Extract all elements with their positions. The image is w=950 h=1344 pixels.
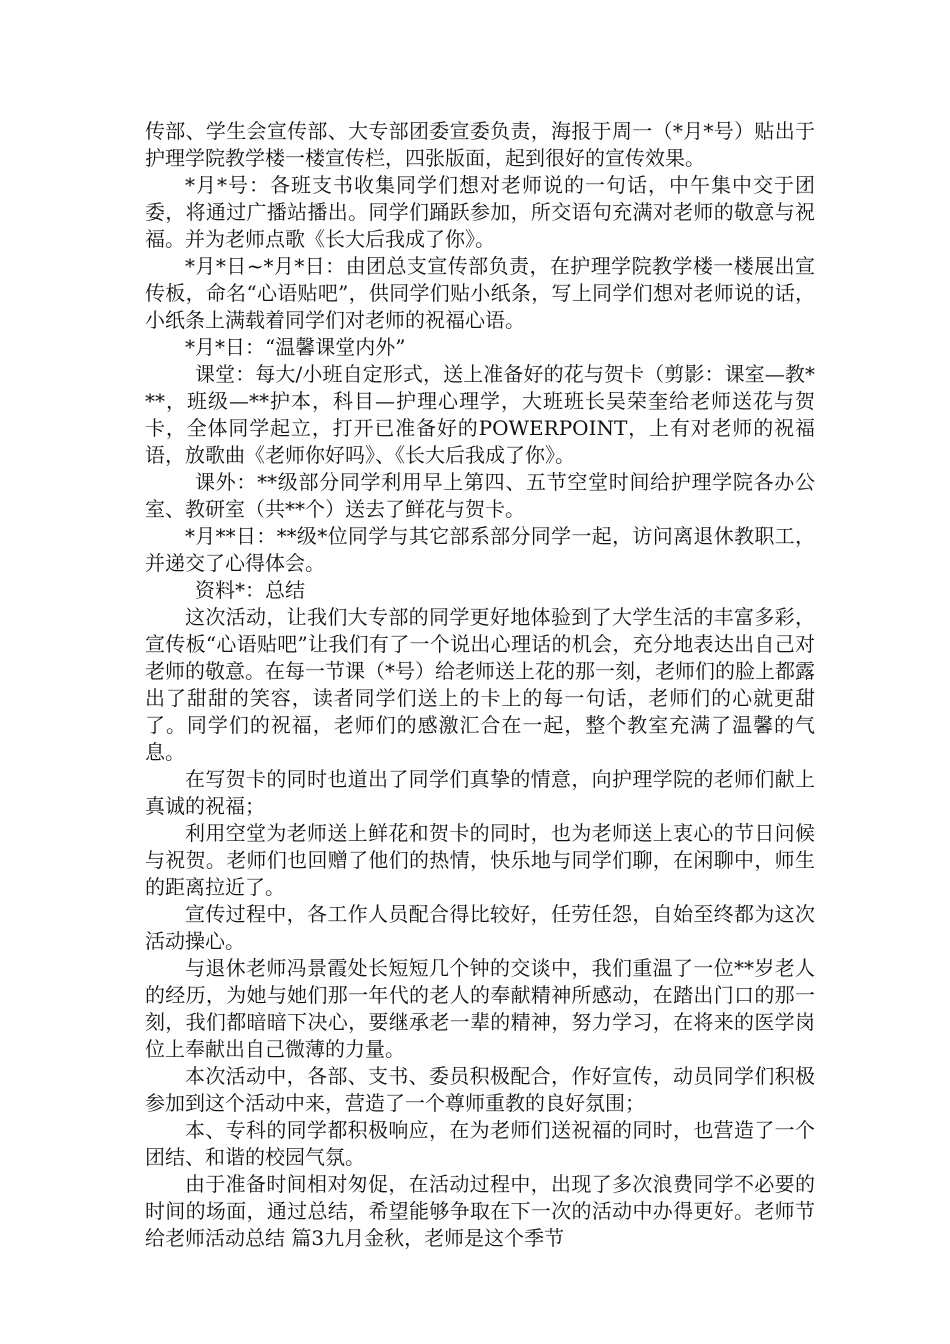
paragraph-retired-teacher-talk: 与退休老师冯景霞处长短短几个钟的交谈中，我们重温了一位**岁老人的经历，为她与她们那一年代的老人的奉献精神所感动，在踏出门口的那一刻，我们都暗暗下决心，要继承老一辈的精神，努力学习，在将来的医学岗位上奉献出自己微薄的力量。 <box>145 956 815 1061</box>
paragraph-campus-harmony: 本、专科的同学都积极响应，在为老师们送祝福的同时，也营造了一个团结、和谐的校园气氛。 <box>145 1118 815 1169</box>
paragraph-after-class: 课外：**级部分同学利用早上第四、五节空堂时间给护理学院各办公室、教研室（共**个）送去了鲜花与贺卡。 <box>145 470 815 521</box>
paragraph-warm-classroom-heading: *月*日：“温馨课堂内外” <box>185 335 406 359</box>
paragraph-retiree-visit: *月**日：**级*位同学与其它部系部分同学一起，访问离退休教职工，并递交了心得体会。 <box>145 524 815 575</box>
paragraph-message-board: *月*日~*月*日：由团总支宣传部负责，在护理学院教学楼一楼展出宣传板，命名“心语贴吧”，供同学们贴小纸条，写上同学们想对老师说的话，小纸条上满载着同学们对老师的祝福心语。 <box>145 254 815 332</box>
document-body <box>145 118 815 1252</box>
paragraph-activity-atmosphere: 本次活动中，各部、支书、委员积极配合，作好宣传，动员同学们积极参加到这个活动中来，营造了一个尊师重教的良好氛围； <box>145 1064 815 1115</box>
paragraph-staff-cooperation: 宣传过程中，各工作人员配合得比较好，任劳任怨，自始至终都为这次活动操心。 <box>145 902 815 953</box>
paragraph-flowers-greetings: 利用空堂为老师送上鲜花和贺卡的同时，也为老师送上衷心的节日问候与祝贺。老师们也回赠了他们的热情，快乐地与同学们聊，在闲聊中，师生的距离拉近了。 <box>145 821 815 899</box>
paragraph-improvement: 由于准备时间相对匆促，在活动过程中，出现了多次浪费同学不必要的时间的场面，通过总结，希望能够争取在下一次的活动中办得更好。老师节给老师活动总结 篇3九月金秋，老师是这个季节 <box>145 1172 815 1250</box>
paragraph-publicity-posters: 传部、学生会宣传部、大专部团委宣委负责，海报于周一（*月*号）贴出于护理学院教学楼一楼宣传栏，四张版面，起到很好的宣传效果。 <box>145 119 815 170</box>
paragraph-greeting-cards: 在写贺卡的同时也道出了同学们真挚的情意，向护理学院的老师们献上真诚的祝福； <box>145 767 815 818</box>
paragraph-in-class: 课堂：每大/小班自定形式，送上准备好的花与贺卡（剪影：课室—教***，班级—**护本，科目—护理心理学，大班班长吴荣奎给老师送花与贺卡，全体同学起立，打开已准备好的POWERPOINT，上有对老师的祝福语，放歌曲《老师你好吗》、《长大后我成了你》。 <box>145 362 815 467</box>
section-heading-summary: 资料*：总结 <box>195 578 305 602</box>
paragraph-broadcast-messages: *月*号：各班支书收集同学们想对老师说的一句话，中午集中交于团委，将通过广播站播出。同学们踊跃参加，所交语句充满对老师的敬意与祝福。并为老师点歌《长大后我成了你》。 <box>145 173 815 251</box>
paragraph-summary-experience: 这次活动，让我们大专部的同学更好地体验到了大学生活的丰富多彩，宣传板“心语贴吧”让我们有了一个说出心理话的机会，充分地表达出自己对老师的敬意。在每一节课（*号）给老师送上花的那一刻，老师们的脸上都露出了甜甜的笑容，读者同学们送上的卡上的每一句话，老师们的心就更甜了。同学们的祝福，老师们的感激汇合在一起，整个教室充满了温馨的气息。 <box>145 605 815 764</box>
